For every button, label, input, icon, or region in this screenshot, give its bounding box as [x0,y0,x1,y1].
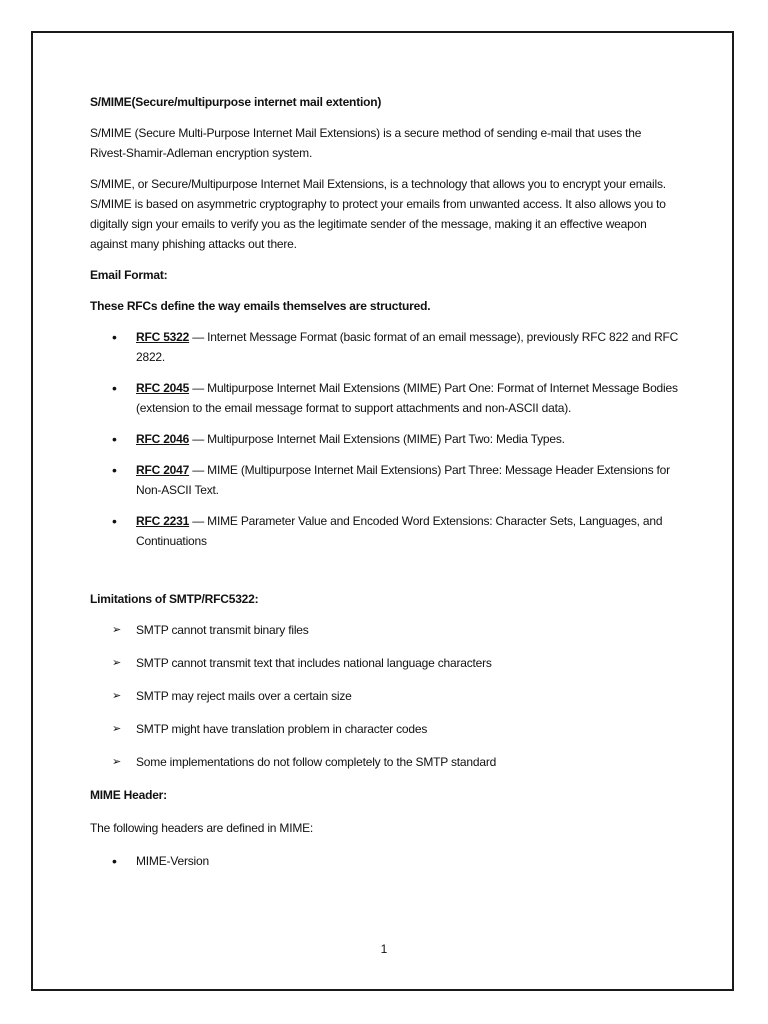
limitation-text: Some implementations do not follow completely to the SMTP standard [136,755,497,769]
list-item [90,620,680,640]
mime-header-heading: MIME Header: [90,788,167,802]
rfc-description: — MIME (Multipurpose Internet Mail Extensions) Part Three: Message Header Extensions for Non-ASCII Text. [136,463,670,497]
bullet-icon: • [112,462,117,478]
bullet-icon: • [112,329,117,345]
list-item [90,752,680,772]
intro-paragraph: S/MIME (Secure Multi-Purpose Internet Mail Extensions) is a secure method of sending e-mail that uses the Rivest-Shamir-Adleman encryption system. [90,126,642,160]
list-item [90,686,680,706]
second-paragraph: S/MIME, or Secure/Multipurpose Internet Mail Extensions, is a technology that allows you to encrypt your emails. S/MIME is based on asymmetric cryptography to protect your emails from unwanted access. It also allows you to digitally sign your emails to verify you as the legitimate sender of the message, making it an effective weapon against many phishing attacks out there. [90,177,666,251]
list-item-rfc-2045 [90,378,680,418]
limitation-text: SMTP cannot transmit binary files [136,623,309,637]
email-format-heading: Email Format: [90,268,168,282]
mime-header-list [90,851,680,871]
rfc-list [90,327,680,551]
rfc-2045-link[interactable]: RFC 2045 [136,381,190,395]
list-item-rfc-2047 [90,460,680,500]
mime-header-intro: The following headers are defined in MIME: [90,821,314,835]
arrow-bullet-icon: ➢ [112,690,122,702]
limitations-list [90,620,680,772]
email-format-intro: These RFCs define the way emails themselves are structured. [90,299,431,313]
list-item-rfc-2231 [90,511,680,551]
list-item-rfc-5322 [90,327,680,367]
document-body [90,92,680,871]
rfc-2047-link[interactable]: RFC 2047 [136,463,190,477]
list-item-rfc-2046 [90,429,680,449]
rfc-description: — Internet Message Format (basic format of an email message), previously RFC 822 and RFC 2822. [136,330,679,364]
rfc-2046-link[interactable]: RFC 2046 [136,432,190,446]
arrow-bullet-icon: ➢ [112,756,122,768]
list-item-mime-version [90,851,680,871]
arrow-bullet-icon: ➢ [112,624,122,636]
list-item [90,719,680,739]
limitations-heading: Limitations of SMTP/RFC5322: [90,592,259,606]
arrow-bullet-icon: ➢ [112,657,122,669]
bullet-icon: • [112,380,117,396]
arrow-bullet-icon: ➢ [112,723,122,735]
page-number: 1 [380,942,388,956]
rfc-description: — Multipurpose Internet Mail Extensions (MIME) Part One: Format of Internet Message Bodies (extension to the email message format to support attachments and non-ASCII data). [136,381,678,415]
bullet-icon: • [112,853,117,869]
rfc-5322-link[interactable]: RFC 5322 [136,330,190,344]
rfc-description: — Multipurpose Internet Mail Extensions (MIME) Part Two: Media Types. [189,432,565,446]
limitation-text: SMTP may reject mails over a certain size [136,689,352,703]
document-title: S/MIME(Secure/multipurpose internet mail extention) [90,95,382,109]
limitation-text: SMTP cannot transmit text that includes national language characters [136,656,492,670]
rfc-description: — MIME Parameter Value and Encoded Word Extensions: Character Sets, Languages, and Continuations [136,514,663,548]
rfc-2231-link[interactable]: RFC 2231 [136,514,190,528]
limitation-text: SMTP might have translation problem in character codes [136,722,428,736]
bullet-icon: • [112,513,117,529]
mime-header-name: MIME-Version [136,854,209,868]
bullet-icon: • [112,431,117,447]
list-item [90,653,680,673]
